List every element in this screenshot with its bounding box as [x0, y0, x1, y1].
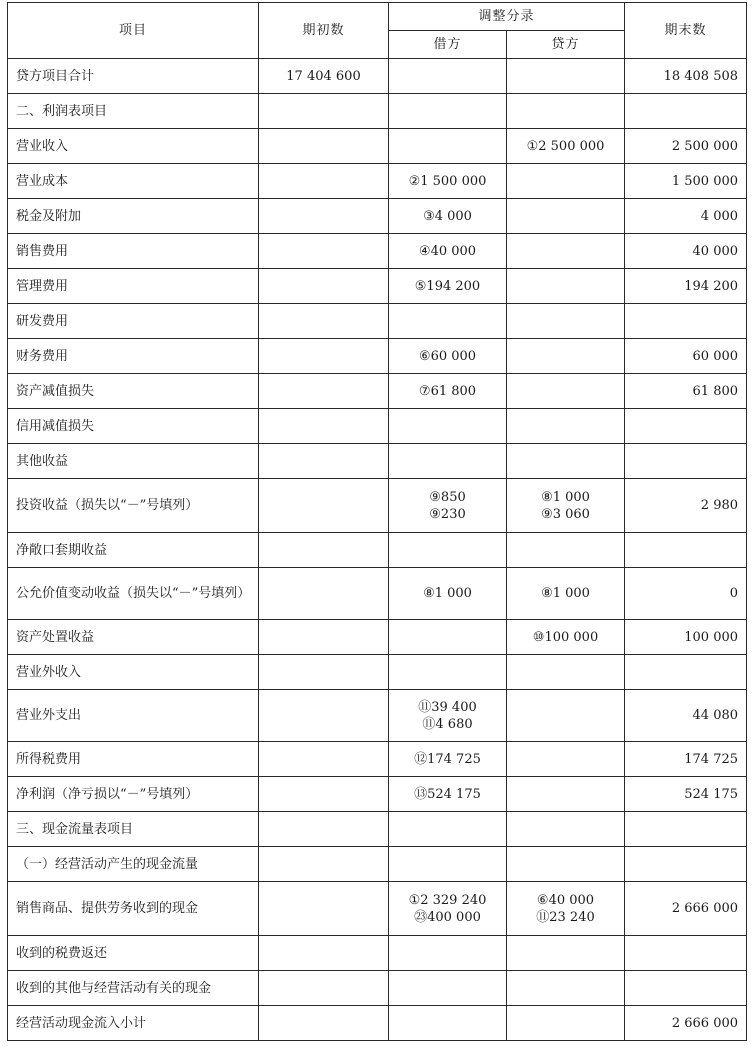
cell-credit	[507, 199, 625, 234]
cell-closing	[625, 94, 747, 129]
cell-item	[8, 777, 259, 812]
table-row	[8, 971, 747, 1006]
cell-debit	[389, 304, 507, 339]
cell-closing: 4 000	[625, 199, 747, 234]
cell-opening	[259, 479, 389, 533]
cell-opening	[259, 304, 389, 339]
cell-credit	[507, 479, 625, 533]
cell-closing	[625, 533, 747, 568]
cell-opening	[259, 777, 389, 812]
debit-entry: ㉓400 000	[414, 909, 481, 925]
item-label: 投资收益（损失以“－”号填列）	[16, 498, 199, 513]
cell-credit	[507, 777, 625, 812]
cell-opening	[259, 94, 389, 129]
cell-item	[8, 847, 259, 882]
cell-opening	[259, 742, 389, 777]
cell-credit	[507, 374, 625, 409]
cell-closing	[625, 444, 747, 479]
debit-entry: ⑥60 000	[418, 348, 477, 364]
cell-opening	[259, 409, 389, 444]
cell-closing: 174 725	[625, 742, 747, 777]
cell-credit	[507, 620, 625, 655]
item-label: 公允价值变动收益（损失以“－”号填列）	[16, 586, 251, 601]
cell-credit	[507, 164, 625, 199]
table-row	[8, 568, 747, 620]
cell-closing: 60 000	[625, 339, 747, 374]
cell-credit	[507, 409, 625, 444]
cell-opening	[259, 882, 389, 936]
cell-debit	[389, 847, 507, 882]
cell-credit	[507, 304, 625, 339]
item-label: 经营活动现金流入小计	[16, 1015, 147, 1031]
cell-closing	[625, 409, 747, 444]
cell-closing: 40 000	[625, 234, 747, 269]
cell-debit	[389, 199, 507, 234]
item-label: 财务费用	[16, 348, 69, 364]
item-label: 二、利润表项目	[16, 103, 108, 119]
cell-opening	[259, 129, 389, 164]
cell-opening	[259, 971, 389, 1006]
cell-item	[8, 199, 259, 234]
cell-closing	[625, 304, 747, 339]
debit-entry: ⑨850	[429, 489, 466, 505]
item-label: 营业外收入	[16, 664, 82, 680]
cell-opening	[259, 444, 389, 479]
cell-credit	[507, 1006, 625, 1041]
item-label: 税金及附加	[16, 208, 82, 224]
cell-debit	[389, 690, 507, 742]
table-row	[8, 339, 747, 374]
cell-closing	[625, 936, 747, 971]
cell-debit	[389, 479, 507, 533]
cell-closing: 2 980	[625, 479, 747, 533]
table-row	[8, 1006, 747, 1041]
cell-opening	[259, 1006, 389, 1041]
debit-entry: ⑤194 200	[414, 278, 481, 294]
table-row	[8, 164, 747, 199]
cell-debit	[389, 655, 507, 690]
cell-closing: 0	[625, 568, 747, 620]
cell-debit	[389, 59, 507, 94]
item-label: 所得税费用	[16, 751, 82, 767]
header-adjustment: 调整分录	[389, 3, 625, 31]
cell-opening: 17 404 600	[259, 59, 389, 94]
table-row	[8, 59, 747, 94]
cell-credit	[507, 690, 625, 742]
cell-credit	[507, 568, 625, 620]
cell-closing: 44 080	[625, 690, 747, 742]
credit-entry: ⑨3 060	[541, 506, 590, 522]
cell-debit	[389, 129, 507, 164]
item-label: 资产处置收益	[16, 629, 95, 645]
cell-debit	[389, 339, 507, 374]
debit-entry: ⑪4 680	[422, 716, 473, 732]
cell-closing: 2 666 000	[625, 882, 747, 936]
debit-entry: ⑬524 175	[414, 786, 481, 802]
cell-credit	[507, 59, 625, 94]
cell-closing: 100 000	[625, 620, 747, 655]
cell-opening	[259, 620, 389, 655]
cell-item	[8, 742, 259, 777]
table-row	[8, 234, 747, 269]
table-row	[8, 374, 747, 409]
cell-debit	[389, 374, 507, 409]
cell-item	[8, 59, 259, 94]
cell-opening	[259, 690, 389, 742]
cell-item	[8, 655, 259, 690]
table-body	[8, 59, 747, 1041]
item-label: （一）经营活动产生的现金流量	[16, 856, 199, 872]
credit-entry: ⑩100 000	[532, 629, 599, 645]
credit-entry: ①2 500 000	[526, 138, 605, 154]
table-row	[8, 690, 747, 742]
cell-item	[8, 533, 259, 568]
cell-opening	[259, 374, 389, 409]
cell-debit	[389, 533, 507, 568]
cell-closing	[625, 655, 747, 690]
table-row	[8, 129, 747, 164]
cell-closing: 61 800	[625, 374, 747, 409]
cell-debit	[389, 234, 507, 269]
item-label: 收到的税费返还	[16, 945, 108, 961]
cell-opening	[259, 164, 389, 199]
cell-opening	[259, 655, 389, 690]
cell-debit	[389, 777, 507, 812]
debit-entry: ⑨230	[429, 506, 466, 522]
cell-closing	[625, 812, 747, 847]
cell-opening	[259, 269, 389, 304]
adjustment-worksheet-table	[7, 2, 747, 1041]
item-label: 营业外支出	[16, 708, 82, 723]
credit-entry: ⑧1 000	[541, 489, 590, 505]
credit-entry: ⑪23 240	[536, 909, 595, 925]
cell-item	[8, 620, 259, 655]
cell-credit	[507, 94, 625, 129]
cell-credit	[507, 971, 625, 1006]
cell-closing: 194 200	[625, 269, 747, 304]
debit-entry: ④40 000	[418, 243, 477, 259]
cell-closing	[625, 971, 747, 1006]
item-label: 研发费用	[16, 313, 69, 329]
cell-credit	[507, 234, 625, 269]
cell-credit	[507, 444, 625, 479]
table-row	[8, 409, 747, 444]
table-row	[8, 199, 747, 234]
cell-credit	[507, 812, 625, 847]
cell-closing: 18 408 508	[625, 59, 747, 94]
table-row	[8, 94, 747, 129]
cell-debit	[389, 1006, 507, 1041]
header-opening: 期初数	[259, 3, 389, 59]
cell-closing	[625, 847, 747, 882]
cell-closing: 2 500 000	[625, 129, 747, 164]
table-row	[8, 655, 747, 690]
credit-entry: ⑥40 000	[536, 892, 595, 908]
debit-entry: ⑫174 725	[414, 751, 481, 767]
cell-debit	[389, 812, 507, 847]
cell-item	[8, 269, 259, 304]
cell-debit	[389, 620, 507, 655]
item-label: 管理费用	[16, 278, 69, 294]
table-row	[8, 620, 747, 655]
cell-item	[8, 409, 259, 444]
cell-item	[8, 234, 259, 269]
cell-debit	[389, 742, 507, 777]
cell-item	[8, 94, 259, 129]
cell-credit	[507, 742, 625, 777]
table-row	[8, 533, 747, 568]
cell-item	[8, 304, 259, 339]
item-label: 净利润（净亏损以“－”号填列）	[16, 786, 199, 802]
cell-credit	[507, 129, 625, 164]
cell-item	[8, 164, 259, 199]
item-label: 信用减值损失	[16, 418, 95, 434]
debit-entry: ⑦61 800	[418, 383, 477, 399]
cell-item	[8, 339, 259, 374]
header-debit: 借方	[389, 31, 507, 59]
item-label: 净敞口套期收益	[16, 542, 108, 558]
cell-opening	[259, 199, 389, 234]
cell-debit	[389, 971, 507, 1006]
header-closing: 期末数	[625, 3, 747, 59]
table-row	[8, 812, 747, 847]
cell-item	[8, 479, 259, 533]
table-row	[8, 847, 747, 882]
cell-credit	[507, 936, 625, 971]
cell-credit	[507, 882, 625, 936]
table-row	[8, 742, 747, 777]
cell-item	[8, 812, 259, 847]
item-label: 贷方项目合计	[16, 68, 95, 84]
table-row	[8, 444, 747, 479]
item-label: 销售费用	[16, 243, 69, 259]
cell-opening	[259, 847, 389, 882]
item-label: 三、现金流量表项目	[16, 821, 134, 837]
cell-item	[8, 568, 259, 620]
table-row	[8, 777, 747, 812]
table-row	[8, 936, 747, 971]
debit-entry: ⑪39 400	[418, 699, 477, 715]
item-label: 销售商品、提供劳务收到的现金	[16, 901, 199, 916]
cell-item	[8, 1006, 259, 1041]
item-label: 资产减值损失	[16, 383, 95, 399]
cell-closing: 1 500 000	[625, 164, 747, 199]
credit-entry: ⑧1 000	[541, 586, 590, 601]
cell-credit	[507, 269, 625, 304]
debit-entry: ①2 329 240	[408, 892, 487, 908]
item-label: 收到的其他与经营活动有关的现金	[16, 980, 212, 996]
debit-entry: ②1 500 000	[408, 173, 487, 189]
cell-item	[8, 690, 259, 742]
cell-opening	[259, 568, 389, 620]
cell-debit	[389, 568, 507, 620]
header-credit: 贷方	[507, 31, 625, 59]
debit-entry: ⑧1 000	[423, 586, 472, 601]
header-item: 项目	[8, 3, 259, 59]
cell-closing: 524 175	[625, 777, 747, 812]
table-row	[8, 479, 747, 533]
cell-opening	[259, 936, 389, 971]
cell-item	[8, 936, 259, 971]
item-label: 营业成本	[16, 173, 69, 189]
table-row	[8, 882, 747, 936]
cell-item	[8, 374, 259, 409]
item-label: 其他收益	[16, 453, 69, 469]
cell-debit	[389, 936, 507, 971]
cell-credit	[507, 533, 625, 568]
table-row	[8, 269, 747, 304]
cell-item	[8, 129, 259, 164]
cell-debit	[389, 444, 507, 479]
cell-debit	[389, 94, 507, 129]
debit-entry: ③4 000	[423, 208, 472, 224]
cell-item	[8, 444, 259, 479]
cell-item	[8, 971, 259, 1006]
cell-credit	[507, 655, 625, 690]
cell-debit	[389, 409, 507, 444]
cell-item	[8, 882, 259, 936]
cell-opening	[259, 339, 389, 374]
item-label: 营业收入	[16, 138, 69, 154]
cell-debit	[389, 164, 507, 199]
table-row	[8, 304, 747, 339]
cell-debit	[389, 269, 507, 304]
cell-closing: 2 666 000	[625, 1006, 747, 1041]
cell-opening	[259, 533, 389, 568]
cell-opening	[259, 812, 389, 847]
cell-debit	[389, 882, 507, 936]
cell-credit	[507, 339, 625, 374]
cell-credit	[507, 847, 625, 882]
cell-opening	[259, 234, 389, 269]
